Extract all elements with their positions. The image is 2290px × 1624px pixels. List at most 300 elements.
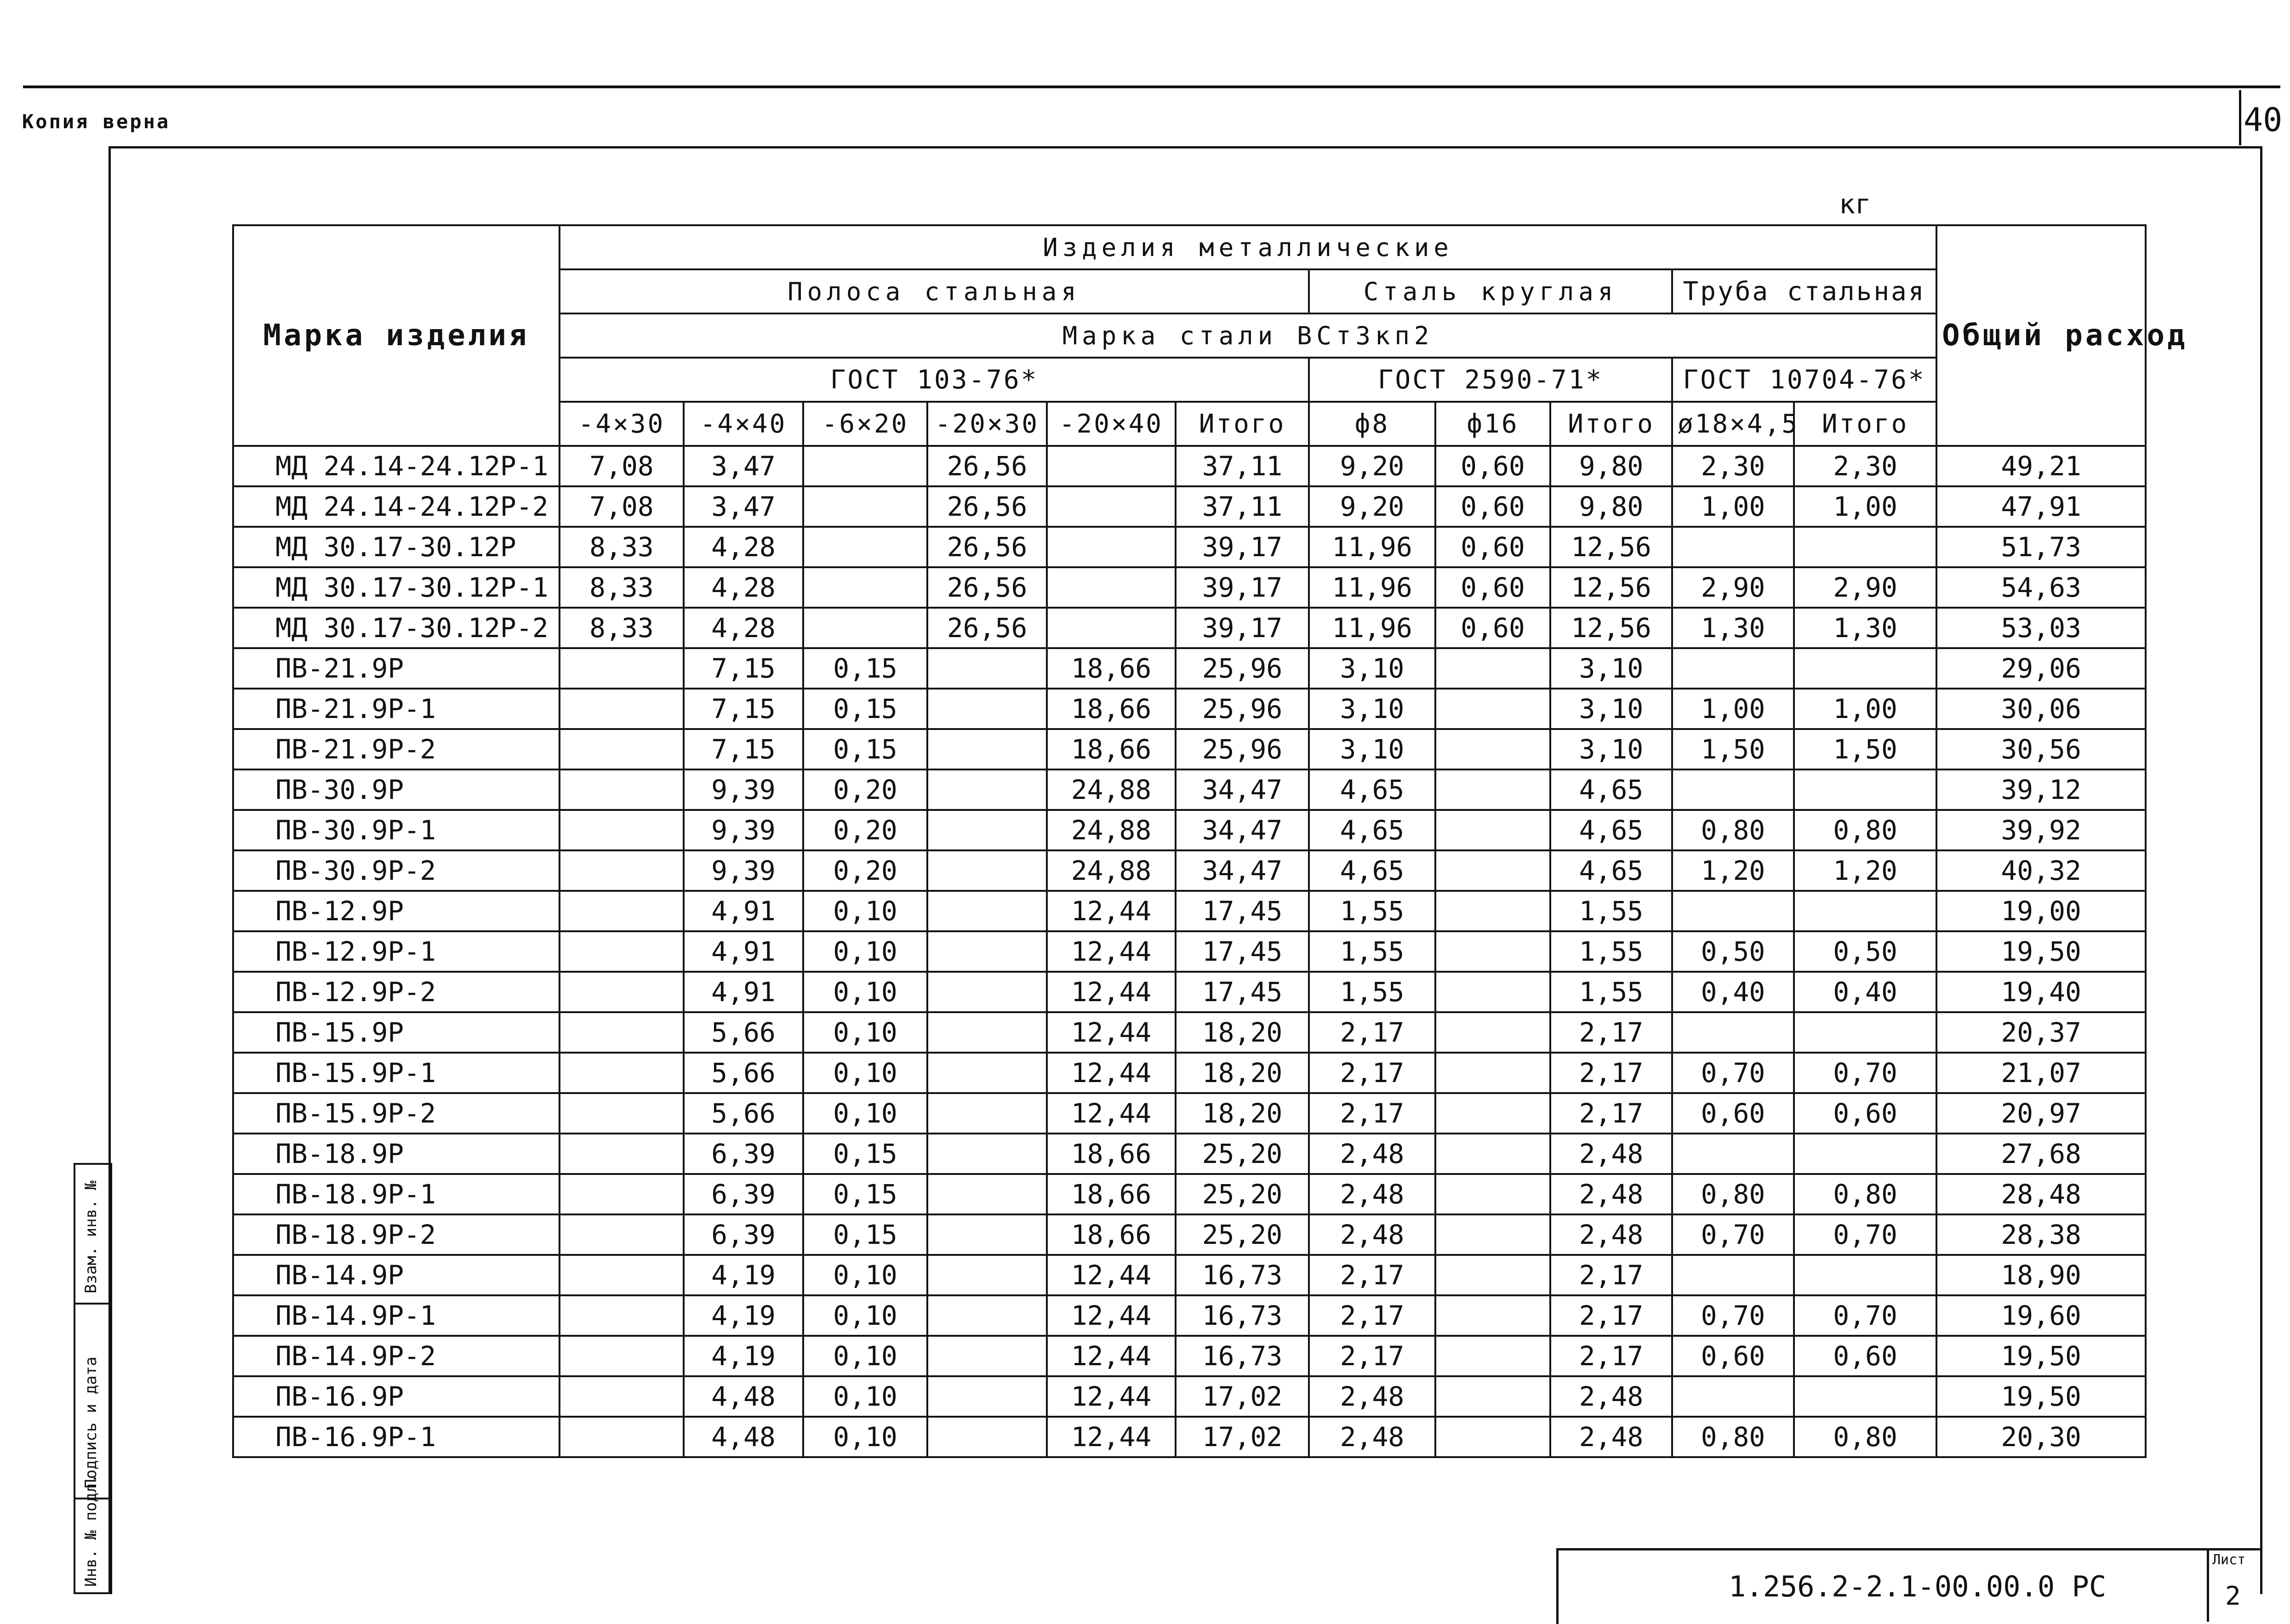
table-cell: 51,73 <box>1936 527 2146 567</box>
table-cell <box>560 1134 684 1174</box>
row-mark: ПВ-21.9Р-2 <box>233 729 560 769</box>
table-cell: 0,60 <box>1672 1336 1794 1376</box>
table-cell: 3,10 <box>1550 689 1672 729</box>
table-row <box>233 1295 2146 1336</box>
table-cell: 49,21 <box>1936 446 2146 486</box>
table-cell: 40,32 <box>1936 850 2146 891</box>
table-cell: 17,45 <box>1176 972 1309 1012</box>
table-cell <box>1672 1255 1794 1295</box>
table-cell: 11,96 <box>1309 608 1435 648</box>
row-mark: МД 30.17-30.12Р-2 <box>233 608 560 648</box>
column-header: Итого <box>1550 402 1672 446</box>
table-cell: 4,65 <box>1550 850 1672 891</box>
table-cell: 2,17 <box>1550 1336 1672 1376</box>
frame-top <box>109 146 2260 148</box>
table-cell: 3,10 <box>1550 729 1672 769</box>
table-cell <box>1672 1012 1794 1053</box>
table-row <box>233 567 2146 608</box>
header-gost-strip: ГОСТ 103-76* <box>560 358 1309 402</box>
table-cell <box>1047 567 1176 608</box>
table-cell <box>560 891 684 931</box>
table-cell: 12,56 <box>1550 567 1672 608</box>
table-row <box>233 1255 2146 1295</box>
table-cell: 1,55 <box>1309 891 1435 931</box>
table-cell: 24,88 <box>1047 810 1176 850</box>
table-cell: 12,44 <box>1047 1295 1176 1336</box>
table-cell <box>927 891 1047 931</box>
table-cell: 39,12 <box>1936 769 2146 810</box>
table-cell: 2,17 <box>1550 1255 1672 1295</box>
table-cell: 1,30 <box>1794 608 1936 648</box>
table-cell <box>1047 608 1176 648</box>
table-cell <box>927 1255 1047 1295</box>
table-cell: 0,10 <box>803 1012 927 1053</box>
table-cell <box>927 769 1047 810</box>
table-row <box>233 1012 2146 1053</box>
table-cell <box>927 810 1047 850</box>
table-cell: 24,88 <box>1047 769 1176 810</box>
table-cell <box>927 1093 1047 1134</box>
row-mark: ПВ-16.9Р-1 <box>233 1417 560 1457</box>
column-header: Итого <box>1794 402 1936 446</box>
row-mark: ПВ-21.9Р-1 <box>233 689 560 729</box>
table-cell <box>927 850 1047 891</box>
table-cell: 1,00 <box>1672 689 1794 729</box>
table-cell: 4,91 <box>684 931 803 972</box>
table-cell: 2,17 <box>1309 1336 1435 1376</box>
table-cell: 0,10 <box>803 1053 927 1093</box>
table-cell: 34,47 <box>1176 810 1309 850</box>
table-cell: 4,65 <box>1550 769 1672 810</box>
table-cell: 8,33 <box>560 608 684 648</box>
table-row <box>233 608 2146 648</box>
table-cell <box>1435 1255 1550 1295</box>
table-cell: 0,70 <box>1672 1295 1794 1336</box>
table-cell: 18,66 <box>1047 1214 1176 1255</box>
table-cell: 0,70 <box>1672 1053 1794 1093</box>
table-cell: 26,56 <box>927 527 1047 567</box>
table-cell: 1,50 <box>1672 729 1794 769</box>
table-cell <box>1794 648 1936 689</box>
table-cell: 0,15 <box>803 729 927 769</box>
table-cell: 6,39 <box>684 1214 803 1255</box>
table-cell: 0,40 <box>1794 972 1936 1012</box>
table-cell: 1,55 <box>1550 972 1672 1012</box>
table-cell: 12,44 <box>1047 1336 1176 1376</box>
table-cell: 26,56 <box>927 446 1047 486</box>
column-header: ф8 <box>1309 402 1435 446</box>
row-mark: МД 30.17-30.12Р-1 <box>233 567 560 608</box>
table-cell: 16,73 <box>1176 1336 1309 1376</box>
table-cell: 12,44 <box>1047 931 1176 972</box>
table-cell: 4,91 <box>684 972 803 1012</box>
table-cell: 12,44 <box>1047 1255 1176 1295</box>
table-cell: 9,39 <box>684 810 803 850</box>
table-cell <box>927 1174 1047 1214</box>
table-cell: 39,17 <box>1176 608 1309 648</box>
table-cell: 18,66 <box>1047 1174 1176 1214</box>
table-cell: 0,80 <box>1672 1174 1794 1214</box>
table-cell: 7,15 <box>684 648 803 689</box>
table-cell: 0,60 <box>1435 446 1550 486</box>
side-swap-label: Взам. инв. № <box>82 1180 100 1294</box>
table-cell: 0,20 <box>803 810 927 850</box>
table-cell <box>560 1012 684 1053</box>
table-cell: 18,90 <box>1936 1255 2146 1295</box>
table-cell: 2,48 <box>1309 1417 1435 1457</box>
table-cell: 1,20 <box>1794 850 1936 891</box>
row-mark: ПВ-21.9Р <box>233 648 560 689</box>
table-cell: 39,17 <box>1176 567 1309 608</box>
table-cell: 3,10 <box>1309 729 1435 769</box>
table-cell: 1,55 <box>1550 931 1672 972</box>
table-cell: 2,48 <box>1550 1174 1672 1214</box>
column-header: -20×30 <box>927 402 1047 446</box>
table-cell: 0,40 <box>1672 972 1794 1012</box>
table-cell: 21,07 <box>1936 1053 2146 1093</box>
table-cell: 12,44 <box>1047 1417 1176 1457</box>
table-cell <box>1435 972 1550 1012</box>
table-cell: 2,17 <box>1309 1012 1435 1053</box>
table-cell <box>1435 1417 1550 1457</box>
table-cell <box>803 446 927 486</box>
table-cell <box>560 1053 684 1093</box>
table-cell <box>560 1295 684 1336</box>
table-cell: 9,39 <box>684 850 803 891</box>
table-row <box>233 850 2146 891</box>
table-cell: 25,20 <box>1176 1174 1309 1214</box>
table-cell: 9,20 <box>1309 486 1435 527</box>
table-cell: 25,20 <box>1176 1214 1309 1255</box>
table-cell <box>1435 1053 1550 1093</box>
table-cell: 2,30 <box>1794 446 1936 486</box>
table-cell <box>927 1295 1047 1336</box>
unit-label: кг <box>1839 188 1871 220</box>
table-cell: 7,08 <box>560 446 684 486</box>
table-cell: 20,37 <box>1936 1012 2146 1053</box>
table-row <box>233 891 2146 931</box>
table-cell: 2,17 <box>1550 1295 1672 1336</box>
sheet-label: Лист <box>2212 1552 2246 1568</box>
table-row <box>233 1134 2146 1174</box>
table-cell <box>560 1376 684 1417</box>
table-cell: 0,10 <box>803 1295 927 1336</box>
table-cell: 6,39 <box>684 1174 803 1214</box>
table-cell: 2,30 <box>1672 446 1794 486</box>
table-cell: 5,66 <box>684 1053 803 1093</box>
table-cell: 28,38 <box>1936 1214 2146 1255</box>
table-cell: 11,96 <box>1309 567 1435 608</box>
table-cell: 1,00 <box>1794 689 1936 729</box>
table-cell: 9,80 <box>1550 486 1672 527</box>
table-cell: 18,66 <box>1047 1134 1176 1174</box>
table-cell <box>560 729 684 769</box>
spec-table <box>232 224 2188 1458</box>
table-row <box>233 689 2146 729</box>
column-header: ø18×4,5 <box>1672 402 1794 446</box>
table-row <box>233 1053 2146 1093</box>
table-cell: 0,15 <box>803 648 927 689</box>
table-cell: 19,00 <box>1936 891 2146 931</box>
table-cell: 20,97 <box>1936 1093 2146 1134</box>
table-cell: 0,15 <box>803 1174 927 1214</box>
table-cell: 4,65 <box>1309 810 1435 850</box>
table-cell: 3,47 <box>684 486 803 527</box>
table-cell: 12,44 <box>1047 1053 1176 1093</box>
table-cell <box>927 972 1047 1012</box>
table-row <box>233 972 2146 1012</box>
row-mark: ПВ-18.9Р <box>233 1134 560 1174</box>
table-cell: 0,70 <box>1794 1295 1936 1336</box>
table-cell: 24,88 <box>1047 850 1176 891</box>
table-cell <box>1435 769 1550 810</box>
table-cell <box>1047 527 1176 567</box>
table-cell: 7,15 <box>684 729 803 769</box>
table-cell: 0,10 <box>803 1376 927 1417</box>
table-cell: 4,28 <box>684 608 803 648</box>
table-cell: 7,08 <box>560 486 684 527</box>
table-cell: 16,73 <box>1176 1255 1309 1295</box>
table-cell: 0,60 <box>1435 608 1550 648</box>
table-row <box>233 486 2146 527</box>
table-cell <box>1794 891 1936 931</box>
table-cell <box>560 1093 684 1134</box>
table-cell <box>1672 527 1794 567</box>
header-round: Сталь круглая <box>1309 269 1672 313</box>
table-cell: 1,30 <box>1672 608 1794 648</box>
table-cell <box>1794 769 1936 810</box>
table-cell: 0,10 <box>803 931 927 972</box>
table-cell <box>1794 1255 1936 1295</box>
row-mark: ПВ-12.9Р-2 <box>233 972 560 1012</box>
sheet-number: 2 <box>2225 1581 2241 1611</box>
table-cell: 0,60 <box>1435 486 1550 527</box>
table-cell: 18,66 <box>1047 729 1176 769</box>
table-cell: 7,15 <box>684 689 803 729</box>
row-mark: ПВ-30.9Р <box>233 769 560 810</box>
table-cell: 27,68 <box>1936 1134 2146 1174</box>
table-cell: 12,44 <box>1047 1012 1176 1053</box>
row-mark: МД 24.14-24.12Р-2 <box>233 486 560 527</box>
table-cell: 16,73 <box>1176 1295 1309 1336</box>
copy-label: Копия верна <box>22 110 171 133</box>
table-cell: 17,45 <box>1176 931 1309 972</box>
table-cell <box>927 689 1047 729</box>
row-mark: ПВ-14.9Р-2 <box>233 1336 560 1376</box>
table-cell: 12,56 <box>1550 608 1672 648</box>
table-cell: 39,92 <box>1936 810 2146 850</box>
table-cell <box>1435 689 1550 729</box>
table-row <box>233 1336 2146 1376</box>
table-cell <box>560 1214 684 1255</box>
table-cell <box>1672 769 1794 810</box>
table-cell: 1,00 <box>1672 486 1794 527</box>
table-cell <box>927 729 1047 769</box>
header-group: Изделия металлические <box>560 225 1936 269</box>
table-cell <box>560 1255 684 1295</box>
header-strip: Полоса стальная <box>560 269 1309 313</box>
side-cell-sign <box>75 1305 110 1499</box>
table-cell: 0,10 <box>803 972 927 1012</box>
table-cell <box>927 1376 1047 1417</box>
table-cell: 0,15 <box>803 1214 927 1255</box>
table-cell: 17,02 <box>1176 1417 1309 1457</box>
row-mark: ПВ-12.9Р <box>233 891 560 931</box>
table-cell <box>1435 1336 1550 1376</box>
table-cell: 0,50 <box>1794 931 1936 972</box>
table-cell <box>1794 1134 1936 1174</box>
table-cell: 19,50 <box>1936 931 2146 972</box>
row-mark: МД 24.14-24.12Р-1 <box>233 446 560 486</box>
column-header: -20×40 <box>1047 402 1176 446</box>
table-cell: 19,50 <box>1936 1336 2146 1376</box>
table-cell: 37,11 <box>1176 486 1309 527</box>
table-cell <box>560 689 684 729</box>
table-cell <box>1794 527 1936 567</box>
table-cell <box>1047 486 1176 527</box>
table-cell: 4,28 <box>684 527 803 567</box>
table-cell <box>1435 729 1550 769</box>
table-row <box>233 769 2146 810</box>
table-cell <box>560 1417 684 1457</box>
table-cell <box>1435 1295 1550 1336</box>
table-cell: 17,45 <box>1176 891 1309 931</box>
table-cell: 2,17 <box>1309 1093 1435 1134</box>
table-row <box>233 1417 2146 1457</box>
table-cell: 4,91 <box>684 891 803 931</box>
document-code: 1.256.2-2.1-00.00.0 РС <box>1729 1570 2107 1603</box>
table-cell <box>803 608 927 648</box>
frame-right <box>2260 146 2262 1594</box>
table-cell: 0,80 <box>1794 810 1936 850</box>
row-mark: МД 30.17-30.12Р <box>233 527 560 567</box>
column-header: -4×40 <box>684 402 803 446</box>
table-cell <box>1672 1134 1794 1174</box>
table-cell: 5,66 <box>684 1093 803 1134</box>
table-cell: 12,44 <box>1047 972 1176 1012</box>
table-cell <box>927 1417 1047 1457</box>
table-cell <box>1435 1174 1550 1214</box>
table-cell: 0,10 <box>803 1336 927 1376</box>
table-cell <box>927 931 1047 972</box>
table-cell <box>1435 850 1550 891</box>
table-cell <box>1435 648 1550 689</box>
row-mark: ПВ-30.9Р-1 <box>233 810 560 850</box>
header-gost-pipe: ГОСТ 10704-76* <box>1672 358 1936 402</box>
table-cell: 25,20 <box>1176 1134 1309 1174</box>
table-cell: 4,19 <box>684 1295 803 1336</box>
row-mark: ПВ-18.9Р-1 <box>233 1174 560 1214</box>
table-cell <box>1435 1134 1550 1174</box>
row-mark: ПВ-14.9Р <box>233 1255 560 1295</box>
table-cell: 26,56 <box>927 567 1047 608</box>
table-cell: 34,47 <box>1176 850 1309 891</box>
table-cell: 2,17 <box>1309 1295 1435 1336</box>
table-cell <box>1435 1093 1550 1134</box>
table-cell: 0,10 <box>803 1417 927 1457</box>
table-cell <box>1435 1012 1550 1053</box>
table-cell <box>927 1214 1047 1255</box>
table-cell <box>560 810 684 850</box>
table-cell: 2,17 <box>1550 1053 1672 1093</box>
table-cell <box>803 527 927 567</box>
table-cell: 26,56 <box>927 486 1047 527</box>
table-row <box>233 1174 2146 1214</box>
table-cell: 2,48 <box>1550 1417 1672 1457</box>
table-cell: 18,20 <box>1176 1053 1309 1093</box>
table-cell <box>1435 1214 1550 1255</box>
table-cell: 25,96 <box>1176 689 1309 729</box>
table-cell: 30,56 <box>1936 729 2146 769</box>
table-cell <box>803 567 927 608</box>
table-cell: 0,60 <box>1794 1093 1936 1134</box>
table-cell: 2,48 <box>1550 1376 1672 1417</box>
table-row <box>233 648 2146 689</box>
table-cell: 1,55 <box>1309 931 1435 972</box>
table-cell: 1,55 <box>1550 891 1672 931</box>
table-cell: 2,17 <box>1309 1053 1435 1093</box>
table-cell: 12,44 <box>1047 1376 1176 1417</box>
table-cell <box>1794 1376 1936 1417</box>
table-cell: 11,96 <box>1309 527 1435 567</box>
row-mark: ПВ-18.9Р-2 <box>233 1214 560 1255</box>
top-border-line <box>23 85 2280 88</box>
table-cell: 19,60 <box>1936 1295 2146 1336</box>
table-cell: 0,80 <box>1794 1417 1936 1457</box>
table-cell: 0,15 <box>803 689 927 729</box>
table-cell: 3,47 <box>684 446 803 486</box>
table-cell <box>1435 1376 1550 1417</box>
column-header: ф16 <box>1435 402 1550 446</box>
header-mark: Марка изделия <box>233 225 560 446</box>
side-cell-swap <box>75 1165 110 1305</box>
table-cell <box>560 769 684 810</box>
table-cell: 0,15 <box>803 1134 927 1174</box>
table-cell: 4,65 <box>1309 850 1435 891</box>
table-cell: 3,10 <box>1550 648 1672 689</box>
header-steel-grade: Марка стали ВСт3кп2 <box>560 313 1936 358</box>
table-cell: 0,10 <box>803 1255 927 1295</box>
table-cell: 0,50 <box>1672 931 1794 972</box>
table-cell <box>560 850 684 891</box>
table-row <box>233 931 2146 972</box>
table-row <box>233 1093 2146 1134</box>
table-cell: 19,40 <box>1936 972 2146 1012</box>
table-cell: 4,28 <box>684 567 803 608</box>
table-cell: 0,70 <box>1794 1214 1936 1255</box>
table-cell: 5,66 <box>684 1012 803 1053</box>
table-cell: 2,48 <box>1309 1134 1435 1174</box>
row-mark: ПВ-12.9Р-1 <box>233 931 560 972</box>
table-cell: 2,90 <box>1794 567 1936 608</box>
table-cell: 9,39 <box>684 769 803 810</box>
table-cell: 8,33 <box>560 567 684 608</box>
table-cell <box>1435 931 1550 972</box>
table-cell: 0,60 <box>1435 567 1550 608</box>
header-pipe: Труба стальная <box>1672 269 1936 313</box>
table-cell: 2,17 <box>1550 1093 1672 1134</box>
table-cell: 25,96 <box>1176 648 1309 689</box>
table-cell: 47,91 <box>1936 486 2146 527</box>
table-cell: 3,10 <box>1309 689 1435 729</box>
table-cell: 0,80 <box>1672 810 1794 850</box>
table-cell: 0,20 <box>803 850 927 891</box>
row-mark: ПВ-30.9Р-2 <box>233 850 560 891</box>
table-cell: 0,80 <box>1794 1174 1936 1214</box>
table-cell <box>560 972 684 1012</box>
table-cell <box>1435 891 1550 931</box>
table-cell: 4,19 <box>684 1255 803 1295</box>
